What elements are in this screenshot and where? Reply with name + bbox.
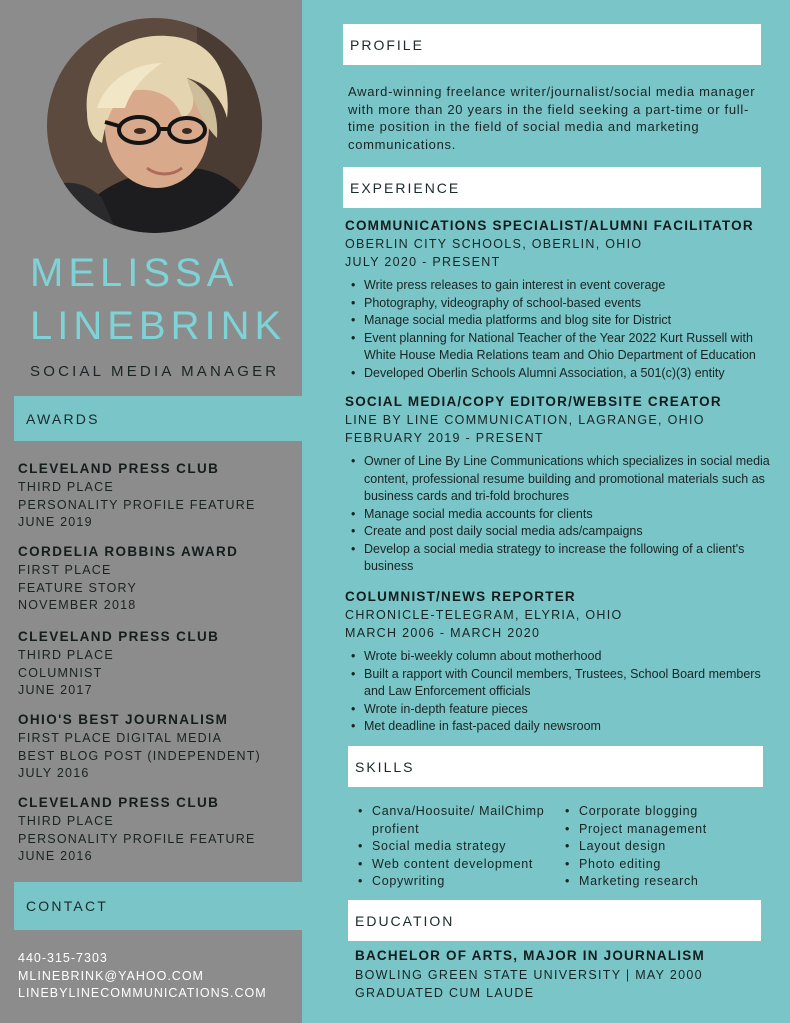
job-position: COMMUNICATIONS SPECIALIST/ALUMNI FACILITATOR bbox=[345, 218, 754, 233]
award-name: CLEVELAND PRESS CLUB bbox=[18, 629, 220, 644]
experience-entry bbox=[345, 218, 775, 382]
award-item bbox=[18, 629, 298, 700]
award-name: CLEVELAND PRESS CLUB bbox=[18, 795, 220, 810]
award-line: FIRST PLACE bbox=[18, 563, 112, 577]
job-dates: FEBRUARY 2019 - PRESENT bbox=[345, 430, 544, 445]
list-item: • Developed Oberlin Schools Alumni Association, a 501(c)(3) entity bbox=[345, 365, 775, 383]
job-bullets bbox=[345, 453, 775, 576]
skills-list bbox=[355, 803, 707, 891]
award-item bbox=[18, 544, 298, 615]
list-item: • Marketing research bbox=[562, 873, 707, 891]
experience-entry bbox=[345, 394, 775, 576]
list-item: • Layout design bbox=[562, 838, 707, 856]
list-item: • Social media strategy bbox=[355, 838, 562, 856]
education-school: BOWLING GREEN STATE UNIVERSITY | MAY 2000 bbox=[355, 968, 703, 982]
award-line: FEATURE STORY bbox=[18, 580, 138, 595]
job-position: SOCIAL MEDIA/COPY EDITOR/WEBSITE CREATOR bbox=[345, 394, 722, 409]
list-item: • Photography, videography of school-based events bbox=[345, 295, 775, 313]
award-item bbox=[18, 795, 298, 866]
job-title: SOCIAL MEDIA MANAGER bbox=[30, 363, 280, 380]
contact-phone: 440-315-7303 bbox=[18, 951, 108, 965]
job-bullets bbox=[345, 277, 775, 382]
job-org: CHRONICLE-TELEGRAM, ELYRIA, OHIO bbox=[345, 608, 623, 622]
award-line: COLUMNIST bbox=[18, 665, 103, 680]
contact-info bbox=[18, 950, 267, 1003]
award-line: FIRST PLACE DIGITAL MEDIA bbox=[18, 731, 223, 745]
award-line: PERSONALITY PROFILE FEATURE bbox=[18, 831, 256, 846]
list-item: • Wrote bi-weekly column about motherhood bbox=[345, 648, 775, 666]
award-line: NOVEMBER 2018 bbox=[18, 598, 137, 612]
award-line: THIRD PLACE bbox=[18, 814, 114, 828]
award-line: PERSONALITY PROFILE FEATURE bbox=[18, 497, 256, 512]
award-line: JUNE 2017 bbox=[18, 683, 93, 697]
first-name: MELISSA bbox=[30, 251, 239, 295]
list-item: • Photo editing bbox=[562, 856, 707, 874]
last-name: LINEBRINK bbox=[30, 304, 287, 348]
skills-column-1 bbox=[355, 803, 562, 891]
award-line: THIRD PLACE bbox=[18, 648, 114, 662]
profile-photo bbox=[47, 18, 262, 233]
award-name: OHIO'S BEST JOURNALISM bbox=[18, 712, 229, 727]
list-item: • Canva/Hoosuite/ MailChimp profient bbox=[355, 803, 562, 838]
job-dates: MARCH 2006 - MARCH 2020 bbox=[345, 625, 541, 640]
award-line: JULY 2016 bbox=[18, 766, 90, 780]
education-entry bbox=[355, 948, 705, 1002]
education-honors: GRADUATED CUM LAUDE bbox=[355, 985, 535, 1000]
contact-email: MLINEBRINK@YAHOO.COM bbox=[18, 968, 204, 983]
list-item: • Corporate blogging bbox=[562, 803, 707, 821]
list-item: • Met deadline in fast-paced daily newsroom bbox=[345, 718, 775, 736]
list-item: • Owner of Line By Line Communications which specializes in social media content, professional resume building and promotional materials such as business cards and tri-fold brochures bbox=[345, 453, 775, 506]
award-line: BEST BLOG POST (INDEPENDENT) bbox=[18, 748, 261, 763]
job-org: OBERLIN CITY SCHOOLS, OBERLIN, OHIO bbox=[345, 237, 643, 251]
education-heading: EDUCATION bbox=[348, 900, 761, 941]
job-dates: JULY 2020 - PRESENT bbox=[345, 254, 501, 269]
job-org: LINE BY LINE COMMUNICATION, LAGRANGE, OHIO bbox=[345, 413, 705, 427]
contact-heading: CONTACT bbox=[14, 882, 302, 930]
award-item bbox=[18, 461, 298, 532]
profile-summary: Award-winning freelance writer/journalist/social media manager with more than 20 years in the field seeking a part-time or full-time position in the field of social media and marketing communications. bbox=[348, 84, 756, 152]
list-item: • Manage social media accounts for clients bbox=[345, 506, 775, 524]
list-item: • Event planning for National Teacher of the Year 2022 Kurt Russell with White House Media Relations team and Ohio Department of Education bbox=[345, 330, 775, 365]
list-item: • Create and post daily social media ads/campaigns bbox=[345, 523, 775, 541]
skills-column-2 bbox=[562, 803, 707, 891]
award-line: JUNE 2019 bbox=[18, 515, 93, 529]
job-position: COLUMNIST/NEWS REPORTER bbox=[345, 589, 576, 604]
list-item: • Built a rapport with Council members, Trustees, School Board members and Law Enforcement officials bbox=[345, 666, 775, 701]
award-line: THIRD PLACE bbox=[18, 480, 114, 494]
list-item: • Write press releases to gain interest in event coverage bbox=[345, 277, 775, 295]
list-item: • Manage social media platforms and blog site for District bbox=[345, 312, 775, 330]
education-degree: BACHELOR OF ARTS, MAJOR IN JOURNALISM bbox=[355, 948, 705, 963]
profile-heading: PROFILE bbox=[343, 24, 761, 65]
awards-heading: AWARDS bbox=[14, 396, 302, 441]
award-item bbox=[18, 712, 298, 783]
list-item: • Project management bbox=[562, 821, 707, 839]
list-item: • Copywriting bbox=[355, 873, 562, 891]
list-item: • Develop a social media strategy to increase the following of a client's business bbox=[345, 541, 775, 576]
list-item: • Web content development bbox=[355, 856, 562, 874]
award-name: CORDELIA ROBBINS AWARD bbox=[18, 544, 239, 559]
job-bullets bbox=[345, 648, 775, 736]
skills-heading: SKILLS bbox=[348, 746, 763, 787]
award-line: JUNE 2016 bbox=[18, 849, 93, 863]
experience-entry bbox=[345, 589, 775, 736]
list-item: • Wrote in-depth feature pieces bbox=[345, 701, 775, 719]
award-name: CLEVELAND PRESS CLUB bbox=[18, 461, 220, 476]
contact-website: LINEBYLINECOMMUNICATIONS.COM bbox=[18, 986, 267, 1000]
experience-heading: EXPERIENCE bbox=[343, 167, 761, 208]
